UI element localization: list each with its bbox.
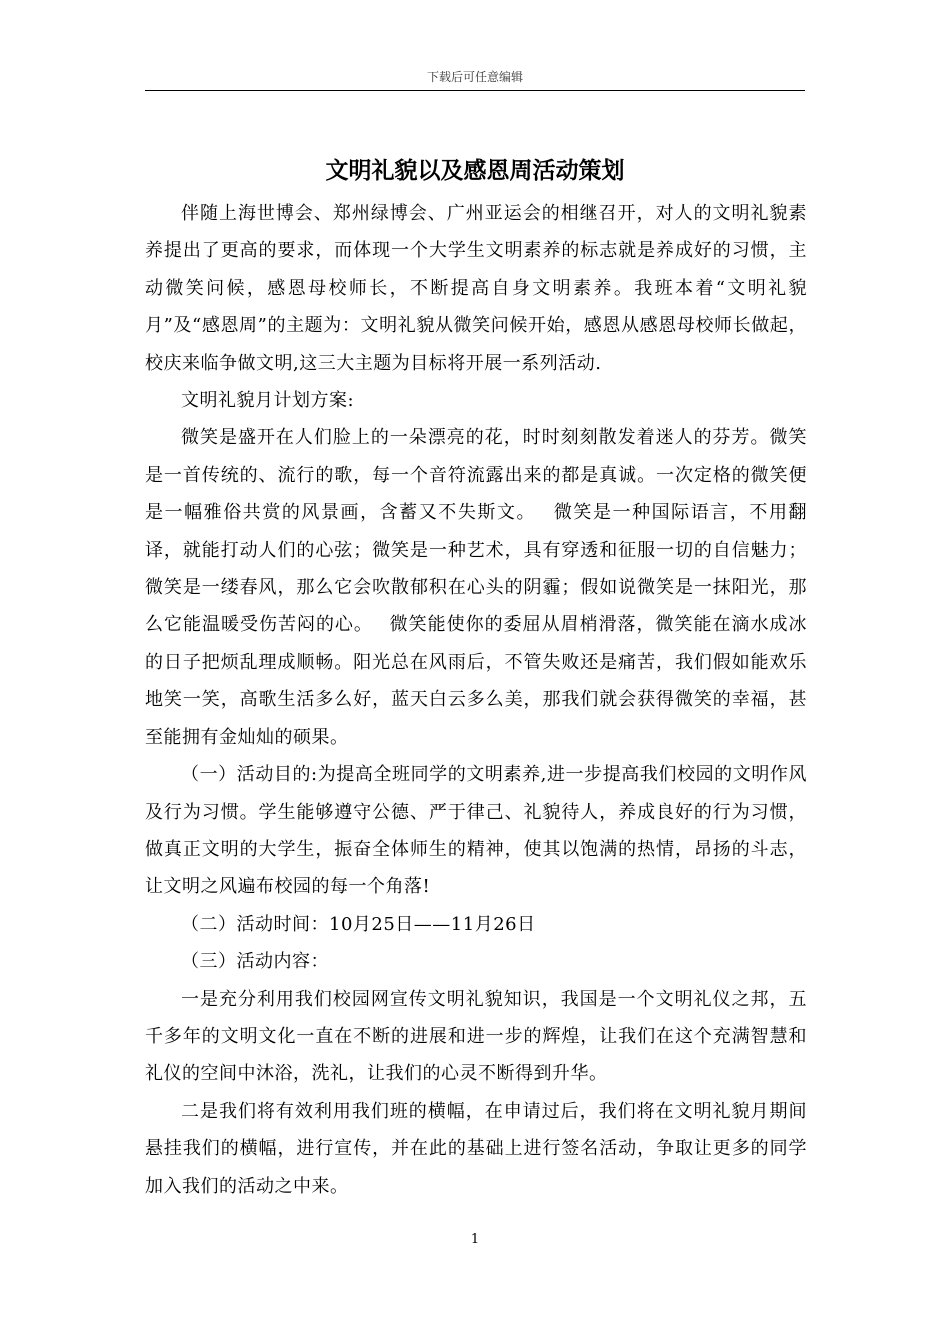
header-divider	[145, 90, 805, 91]
document-title: 文明礼貌以及感恩周活动策划	[325, 158, 625, 184]
paragraph-purpose: （一）活动目的:为提高全班同学的文明素养,进一步提高我们校园的文明作风及行为习惯。学生能够遵守公德、严于律己、礼貌待人，养成良好的行为习惯，做真正文明的大学生，振奋全体师生的精神，使其以饱满的热情，昂扬的斗志，让文明之风遍布校园的每一个角落!	[145, 764, 807, 898]
paragraph-plan-heading: 文明礼貌月计划方案:	[181, 390, 355, 412]
paragraph-intro: 伴随上海世博会、郑州绿博会、广州亚运会的相继召开，对人的文明礼貌素养提出了更高的要求，而体现一个大学生文明素养的标志就是养成好的习惯，主动微笑问候，感恩母校师长，不断提高自身文明素养。我班本着“文明礼貌月”及“感恩周”的主题为：文明礼貌从微笑问候开始，感恩从感恩母校师长做起，校庆来临争做文明,这三大主题为目标将开展一系列活动.	[145, 203, 807, 374]
page-header: 下载后可任意编辑	[426, 70, 523, 84]
paragraph-content-two: 二是我们将有效利用我们班的横幅，在申请过后，我们将在文明礼貌月期间悬挂我们的横幅，进行宣传，并在此的基础上进行签名活动，争取让更多的同学加入我们的活动之中来。	[145, 1100, 807, 1197]
page-number: 1	[470, 1232, 480, 1247]
paragraph-content-one: 一是充分利用我们校园网宣传文明礼貌知识，我国是一个文明礼仪之邦，五千多年的文明文化一直在不断的进展和进一步的辉煌，让我们在这个充满智慧和礼仪的空间中沐浴，洗礼，让我们的心灵不断得到升华。	[145, 988, 807, 1085]
document-body	[145, 195, 807, 1205]
paragraph-time: （二）活动时间：10月25日——11月26日	[181, 913, 536, 935]
paragraph-smile: 微笑是盛开在人们脸上的一朵漂亮的花，时时刻刻散发着迷人的芬芳。微笑是一首传统的、流行的歌，每一个音符流露出来的都是真诚。一次定格的微笑便是一幅雅俗共赏的风景画，含蓄又不失斯文。 微笑是一种国际语言，不用翻译，就能打动人们的心弦；微笑是一种艺术，具有穿透和征服一切的自信魅力；微笑是一缕春风，那么它会吹散郁积在心头的阴霾；假如说微笑是一抹阳光，那么它能温暖受伤苦闷的心。 微笑能使你的委屈从眉梢滑落，微笑能在滴水成冰的日子把烦乱理成顺畅。阳光总在风雨后，不管失败还是痛苦，我们假如能欢乐地笑一笑，高歌生活多么好，蓝天白云多么美，那我们就会获得微笑的幸福，甚至能拥有金灿灿的硕果。	[145, 427, 807, 748]
paragraph-content-heading: （三）活动内容：	[181, 951, 329, 973]
